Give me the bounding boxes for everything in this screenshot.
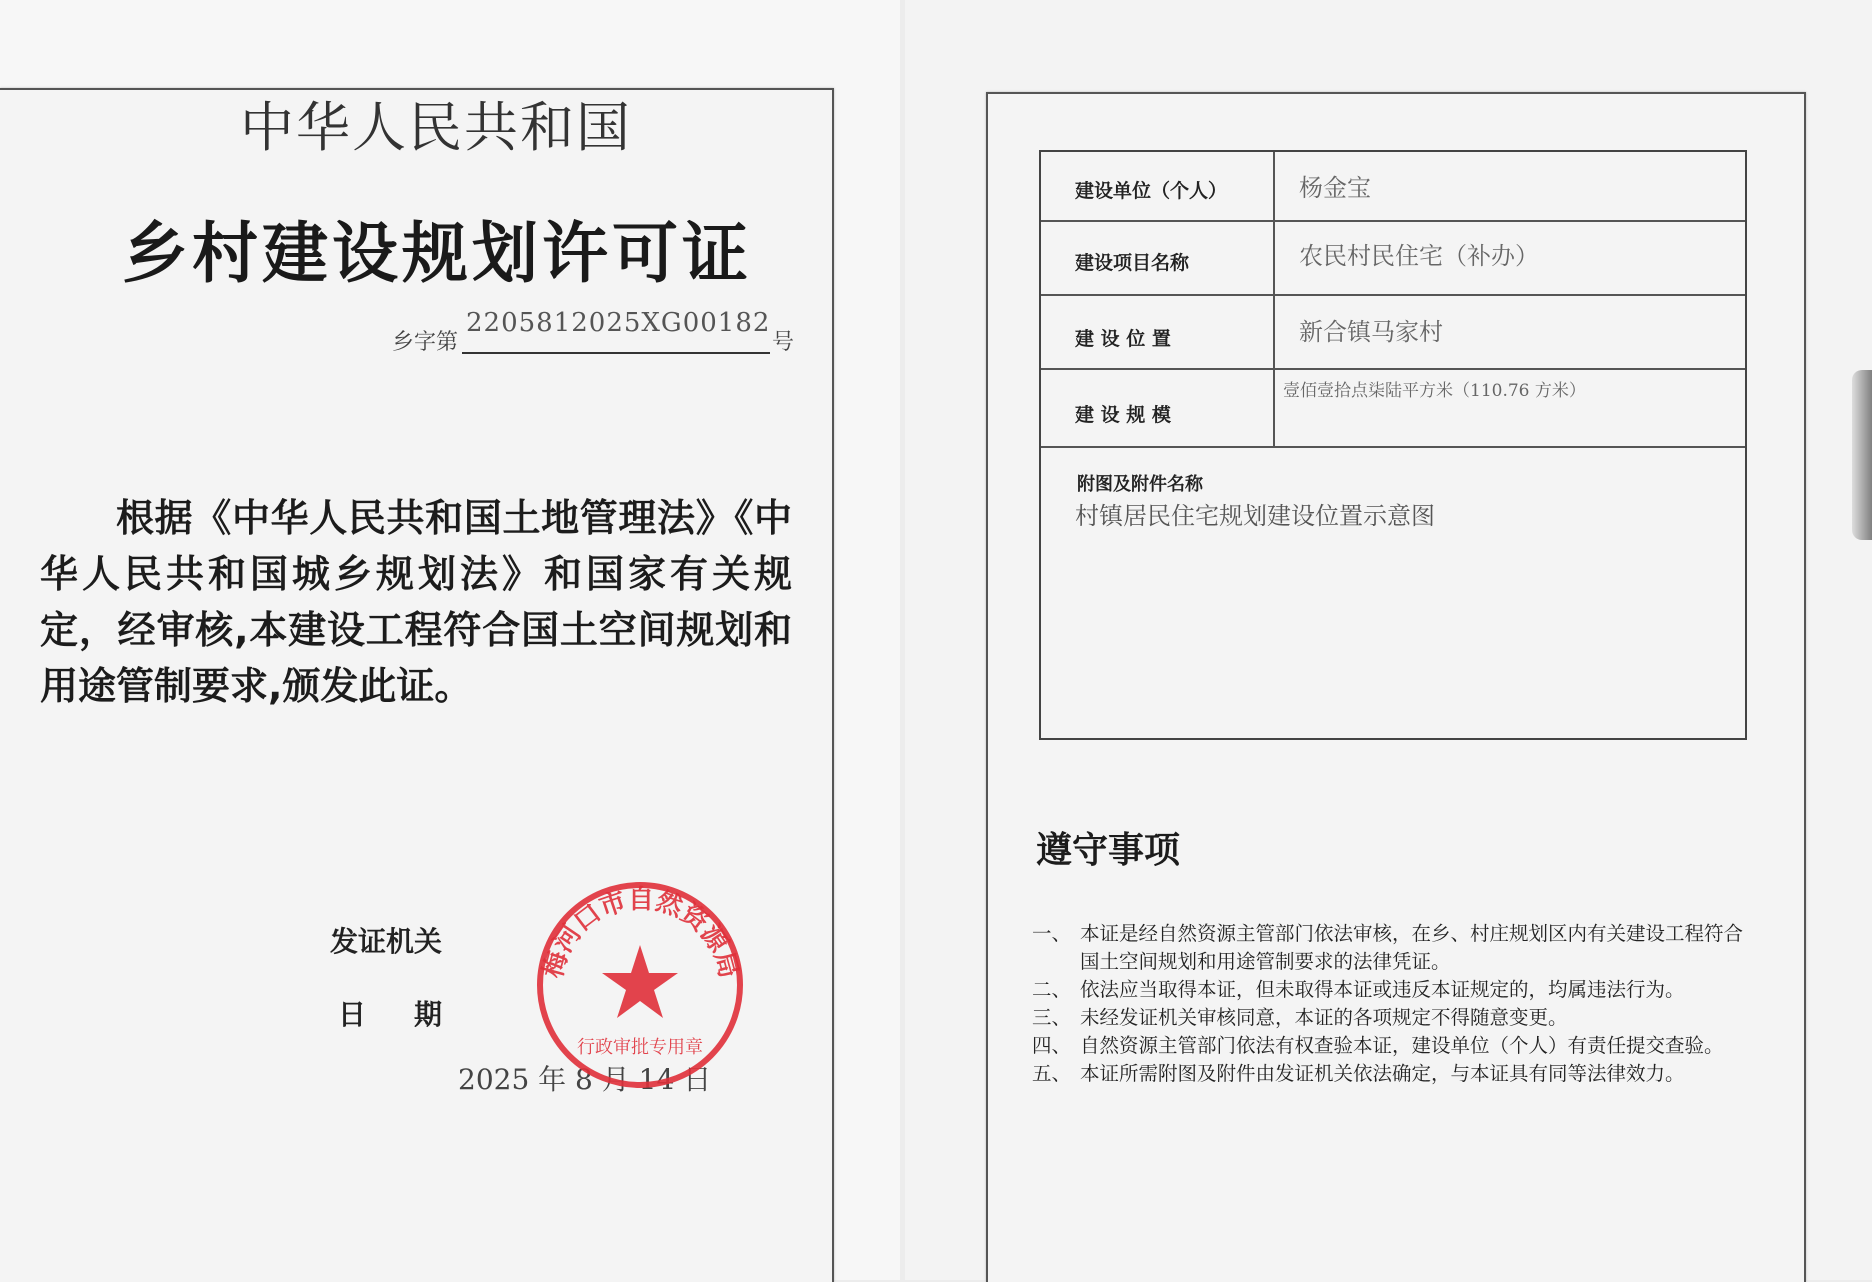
row-value: 新合镇马家村: [1299, 318, 1443, 346]
table-row-project-name: [1041, 222, 1745, 296]
serial-underline: [462, 352, 770, 354]
serial-prefix: 乡字第: [392, 330, 459, 355]
table-row-builder: [1041, 152, 1745, 222]
table-row-location: [1041, 296, 1745, 370]
note-text: 未经发证机关审核同意，本证的各项规定不得随意变更。: [1080, 1006, 1568, 1029]
permit-title: 乡村建设规划许可证: [122, 215, 752, 292]
permit-info-table: [1039, 150, 1747, 740]
note-number: 二、: [1032, 978, 1072, 1001]
page-edge-shadow: [1852, 370, 1872, 540]
svg-text:梅河口市自然资源局: 梅河口市自然资源局: [538, 885, 744, 982]
note-item: [1032, 1004, 1752, 1032]
date-label: 日期: [338, 998, 491, 1031]
row-label: 建 设 位 置: [1075, 328, 1171, 350]
note-number: 三、: [1032, 1006, 1072, 1029]
notes-title: 遵守事项: [1036, 830, 1181, 871]
attachments-value: 村镇居民住宅规划建设位置示意图: [1075, 502, 1435, 530]
note-item: [1032, 1060, 1752, 1088]
row-value: 壹佰壹拾点柒陆平方米（110.76 方米）: [1283, 381, 1586, 401]
note-text: 自然资源主管部门依法有权查验本证，建设单位（个人）有责任提交查验。: [1080, 1034, 1724, 1057]
note-text: 依法应当取得本证，但未取得本证或违反本证规定的，均属违法行为。: [1080, 978, 1685, 1001]
row-label: 建 设 规 模: [1075, 404, 1171, 426]
permit-body-text: 根据《中华人民共和国土地管理法》《中华人民共和国城乡规划法》和国家有关规定，经审核,本建设工程符合国土空间规划和用途管制要求,颁发此证。: [40, 496, 792, 708]
attachments-label: 附图及附件名称: [1077, 474, 1203, 495]
issue-date: 2025 年 8 月 14 日: [458, 1063, 712, 1096]
note-number: 五、: [1032, 1062, 1072, 1085]
svg-text:行政审批专用章: 行政审批专用章: [577, 1037, 703, 1058]
note-number: 一、: [1032, 922, 1072, 945]
row-value: 杨金宝: [1299, 174, 1371, 202]
note-item: [1032, 920, 1752, 976]
official-seal-stamp: [530, 875, 750, 1095]
note-text: 本证是经自然资源主管部门依法审核，在乡、村庄规划区内有关建设工程符合国土空间规划和用途管制要求的法律凭证。: [1080, 922, 1744, 973]
star-icon: [602, 945, 678, 1018]
row-label: 建设项目名称: [1075, 252, 1190, 274]
country-name: 中华人民共和国: [240, 96, 632, 159]
notes-list: [1032, 920, 1752, 1088]
note-number: 四、: [1032, 1034, 1072, 1057]
note-text: 本证所需附图及附件由发证机关依法确定，与本证具有同等法律效力。: [1080, 1062, 1685, 1085]
serial-suffix: 号: [772, 330, 795, 355]
serial-number: 2205812025XG00182: [466, 308, 771, 338]
row-label: 建设单位（个人）: [1075, 180, 1228, 202]
row-value: 农民村民住宅（补办）: [1299, 242, 1539, 270]
table-row-scale: [1041, 370, 1745, 448]
note-item: [1032, 1032, 1752, 1060]
issuer-label: 发证机关: [330, 925, 443, 958]
note-item: [1032, 976, 1752, 1004]
